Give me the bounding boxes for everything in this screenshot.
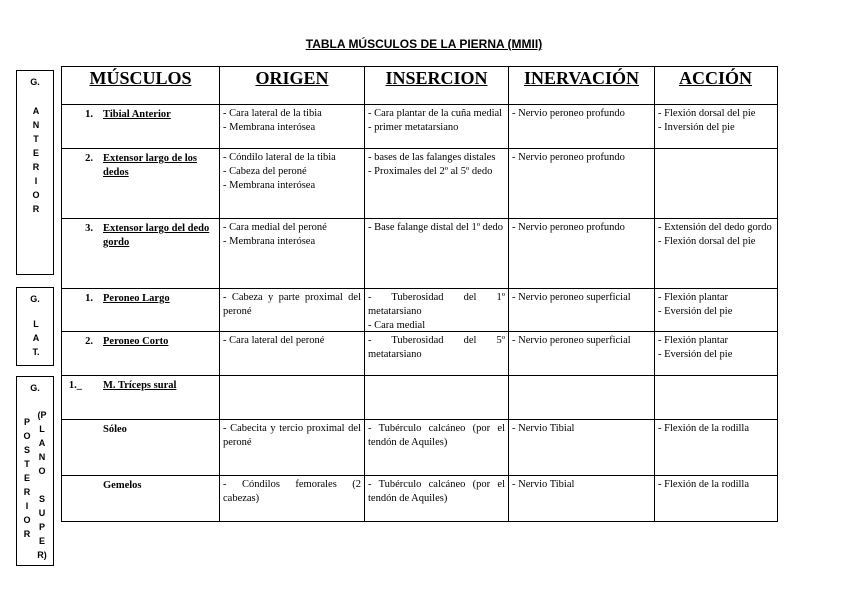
cell-line: - Cabeza y parte proximal del peroné	[223, 292, 361, 317]
group-letter: A	[32, 333, 40, 343]
group-letter: E	[23, 473, 30, 483]
cell-origen	[220, 291, 364, 319]
cell-line: - Eversión del pie	[658, 349, 733, 360]
cell-line: - Tubérculo calcáneo (por el tendón de Aquiles)	[368, 423, 505, 448]
cell-line: - Base falange distal del 1º dedo	[368, 222, 504, 233]
group-letter: R	[32, 204, 40, 214]
group-letters	[22, 415, 32, 541]
cell-line: - Nervio peroneo superficial	[512, 335, 631, 346]
cell-line: - Cóndilos femorales (2 cabezas)	[223, 479, 361, 504]
group-letter: R	[23, 487, 31, 497]
group-letter: E	[38, 536, 45, 546]
group-letter: A	[32, 106, 40, 116]
muscle-name: Tibial Anterior	[103, 109, 171, 120]
group-letter: L	[39, 424, 45, 434]
group-letter: L	[33, 319, 39, 329]
cell-accion	[655, 334, 776, 362]
group-letter: T.	[32, 347, 40, 357]
group-letters	[31, 317, 41, 359]
cell-line: - bases de las falanges distales	[368, 152, 496, 163]
cell-line: - Extensión del dedo gordo	[658, 222, 772, 233]
group-letters-secondary	[35, 408, 49, 562]
group-prefix: G.	[30, 383, 40, 393]
row-number: 1._	[68, 380, 82, 391]
header-insercion: INSERCION	[385, 68, 488, 88]
row-divider	[61, 148, 777, 149]
muscle-name: Peroneo Largo	[103, 293, 170, 304]
cell-line: - Flexión de la rodilla	[658, 479, 749, 490]
cell-inervacion	[509, 221, 654, 235]
cell-inervacion	[509, 422, 654, 436]
header-inervacion: INERVACIÓN	[523, 68, 640, 88]
group-anterior-label	[16, 70, 54, 275]
cell-accion	[655, 107, 776, 135]
group-letter: O	[23, 515, 31, 525]
group-letter: N	[38, 452, 46, 462]
row-number: 3.	[85, 223, 93, 234]
group-prefix: G.	[30, 294, 40, 304]
cell-line: - Cabeza del peroné	[223, 166, 307, 177]
cell-accion	[655, 478, 776, 492]
group-letter: I	[34, 176, 38, 186]
cell-line: - Tuberosidad del 5º metatarsiano	[368, 335, 505, 360]
muscle-name: Extensor largo de los dedos	[103, 153, 198, 178]
group-letter: N	[32, 120, 40, 130]
row-number: 2.	[85, 336, 93, 347]
group-letter: U	[38, 508, 46, 518]
cell-line: - Cóndilo lateral de la tibia	[223, 152, 336, 163]
cell-line: - Tubérculo calcáneo (por el tendón de Aquiles)	[368, 479, 505, 504]
row-divider	[61, 375, 777, 376]
cell-line: - Cabecita y tercio proximal del peroné	[223, 423, 361, 448]
cell-insercion	[365, 151, 508, 179]
group-prefix: G.	[30, 77, 40, 87]
cell-origen	[220, 221, 364, 249]
cell-inervacion	[509, 478, 654, 492]
cell-line: - Eversión del pie	[658, 306, 733, 317]
cell-origen	[220, 107, 364, 135]
group-letter: E	[32, 148, 39, 158]
group-letter: S	[38, 494, 45, 504]
muscle-name: Sóleo	[103, 424, 127, 435]
cell-inervacion	[509, 107, 654, 121]
cell-origen	[220, 334, 364, 348]
group-letter: S	[23, 445, 30, 455]
cell-line: - Nervio peroneo profundo	[512, 152, 625, 163]
group-letters	[31, 104, 41, 216]
cell-insercion	[365, 334, 508, 362]
cell-line: - Nervio peroneo superficial	[512, 292, 631, 303]
cell-line: - Flexión dorsal del pie	[658, 108, 756, 119]
group-letter: A	[38, 438, 46, 448]
cell-insercion	[365, 422, 508, 450]
group-letter: P	[38, 522, 45, 532]
cell-line: - Membrana interósea	[223, 180, 316, 191]
cell-line: - Nervio Tibial	[512, 423, 575, 434]
cell-line: - Cara lateral de la tibia	[223, 108, 322, 119]
group-letter: (P	[37, 410, 47, 420]
cell-line: - Membrana interósea	[223, 236, 316, 247]
group-letter: T	[24, 459, 30, 469]
cell-inervacion	[509, 334, 654, 348]
row-number: 2.	[85, 153, 93, 164]
cell-line: - Flexión plantar	[658, 292, 728, 303]
cell-origen	[220, 478, 364, 506]
cell-origen	[220, 422, 364, 450]
group-letter: O	[23, 431, 31, 441]
page-title: TABLA MÚSCULOS DE LA PIERNA (MMII)	[305, 37, 543, 51]
group-letter: P	[23, 417, 30, 427]
group-letter: I	[25, 501, 29, 511]
muscle-name: Extensor largo del dedo gordo	[103, 223, 210, 248]
muscle-name: Peroneo Corto	[103, 336, 169, 347]
header-accion: ACCIÓN	[678, 68, 752, 88]
cell-accion	[655, 422, 776, 436]
group-lateral-label	[16, 287, 54, 366]
row-number: 1.	[85, 109, 93, 120]
row-number: 1.	[85, 293, 93, 304]
cell-line: - Cara medial	[368, 320, 426, 331]
cell-line: - Flexión de la rodilla	[658, 423, 749, 434]
header-musculos: MÚSCULOS	[89, 68, 192, 88]
cell-accion	[655, 221, 776, 249]
group-letter: R	[32, 162, 40, 172]
group-posterior-label	[16, 376, 54, 566]
group-letter: T	[33, 134, 39, 144]
cell-line: - Proximales del 2º al 5º dedo	[368, 166, 493, 177]
row-divider	[61, 288, 777, 289]
cell-line: - Nervio peroneo profundo	[512, 108, 625, 119]
group-letter	[35, 478, 49, 492]
cell-insercion	[365, 221, 508, 235]
group-letter: O	[38, 466, 46, 476]
row-divider	[61, 104, 777, 105]
cell-line: - Flexión dorsal del pie	[658, 236, 756, 247]
cell-line: - Nervio Tibial	[512, 479, 575, 490]
cell-origen	[220, 151, 364, 193]
cell-line: - Cara medial del peroné	[223, 222, 327, 233]
cell-accion	[655, 291, 776, 319]
group-letter: R	[23, 529, 31, 539]
header-origen: ORIGEN	[255, 68, 329, 88]
muscle-name: M. Tríceps sural	[103, 380, 177, 391]
group-letter: O	[32, 190, 40, 200]
row-divider	[61, 475, 777, 476]
row-divider	[61, 419, 777, 420]
cell-line: - Cara plantar de la cuña medial	[368, 108, 503, 119]
cell-line: - Membrana interósea	[223, 122, 316, 133]
cell-line: - primer metatarsiano	[368, 122, 459, 133]
cell-line: - Tuberosidad del 1º metatarsiano	[368, 292, 505, 317]
cell-line: - Flexión plantar	[658, 335, 728, 346]
cell-insercion	[365, 291, 508, 333]
cell-inervacion	[509, 291, 654, 305]
cell-line: - Inversión del pie	[658, 122, 735, 133]
group-letter: R)	[37, 550, 47, 560]
cell-inervacion	[509, 151, 654, 165]
muscle-name: Gemelos	[103, 480, 142, 491]
cell-line: - Nervio peroneo profundo	[512, 222, 625, 233]
cell-insercion	[365, 107, 508, 135]
cell-insercion	[365, 478, 508, 506]
row-divider	[61, 218, 777, 219]
cell-line: - Cara lateral del peroné	[223, 335, 325, 346]
